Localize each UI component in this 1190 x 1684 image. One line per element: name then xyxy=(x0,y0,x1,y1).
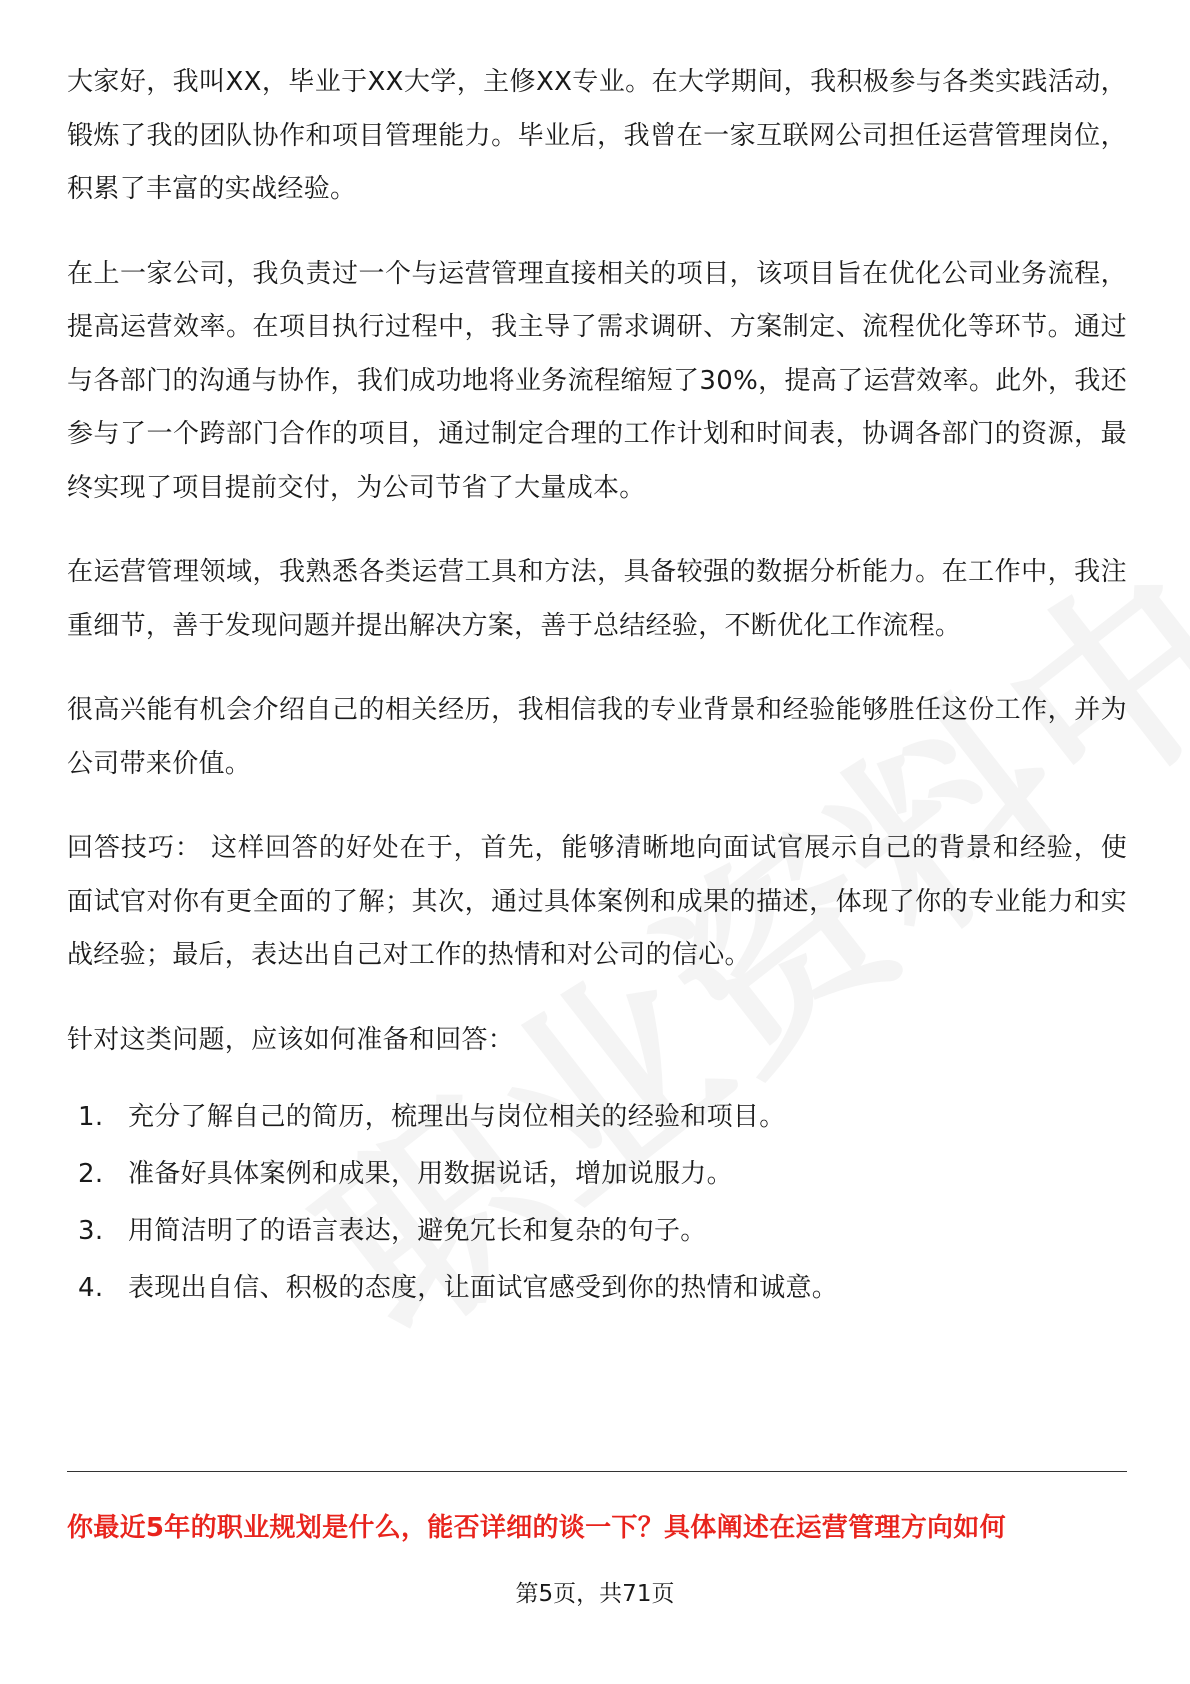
list-item-number: 1. xyxy=(78,1102,104,1132)
paragraph-project: 在上一家公司，我负责过一个与运营管理直接相关的项目，该项目旨在优化公司业务流程，提高运营效率。在项目执行过程中，我主导了需求调研、方案制定、流程优化等环节。通过与各部门的沟通与协作，我们成功地将业务流程缩短了30%，提高了运营效率。此外，我还参与了一个跨部门合作的项目，通过制定合理的工作计划和时间表，协调各部门的资源，最终实现了项目提前交付，为公司节省了大量成本。 xyxy=(67,258,1127,503)
list-item xyxy=(67,1260,1127,1317)
list-item xyxy=(67,1203,1127,1260)
tips-list xyxy=(67,1089,1127,1317)
paragraph-closing: 很高兴能有机会介绍自己的相关经历，我相信我的专业背景和经验能够胜任这份工作，并为公司带来价值。 xyxy=(67,695,1127,779)
list-item-number: 3. xyxy=(78,1216,104,1246)
list-item-number: 4. xyxy=(78,1273,104,1303)
list-item-text: 用简洁明了的语言表达，避免冗长和复杂的句子。 xyxy=(128,1216,707,1246)
paragraph-answer-tips: 回答技巧： 这样回答的好处在于，首先，能够清晰地向面试官展示自己的背景和经验，使面试官对你有更全面的了解；其次，通过具体案例和成果的描述，体现了你的专业能力和实战经验；最后，表达出自己对工作的热情和对公司的信心。 xyxy=(67,833,1127,970)
list-item xyxy=(67,1146,1127,1203)
list-item-text: 表现出自信、积极的态度，让面试官感受到你的热情和诚意。 xyxy=(128,1273,839,1303)
list-item xyxy=(67,1089,1127,1146)
page-footer: 第5页，共71页 xyxy=(515,1581,675,1607)
next-question-heading: 你最近5年的职业规划是什么，能否详细的谈一下？具体阐述在运营管理方向如何 xyxy=(67,1513,1006,1543)
list-item-number: 2. xyxy=(78,1159,104,1189)
section-divider xyxy=(67,1471,1127,1472)
list-item-text: 充分了解自己的简历，梳理出与岗位相关的经验和项目。 xyxy=(128,1102,786,1132)
document-body xyxy=(67,56,1127,1317)
paragraph-intro: 大家好，我叫XX，毕业于XX大学，主修XX专业。在大学期间，我积极参与各类实践活动，锻炼了我的团队协作和项目管理能力。毕业后，我曾在一家互联网公司担任运营管理岗位，积累了丰富的实战经验。 xyxy=(67,67,1127,204)
paragraph-preparation-heading: 针对这类问题，应该如何准备和回答： xyxy=(67,1024,515,1055)
list-item-text: 准备好具体案例和成果，用数据说话，增加说服力。 xyxy=(128,1159,733,1189)
paragraph-skills: 在运营管理领域，我熟悉各类运营工具和方法，具备较强的数据分析能力。在工作中，我注重细节，善于发现问题并提出解决方案，善于总结经验，不断优化工作流程。 xyxy=(67,557,1127,641)
